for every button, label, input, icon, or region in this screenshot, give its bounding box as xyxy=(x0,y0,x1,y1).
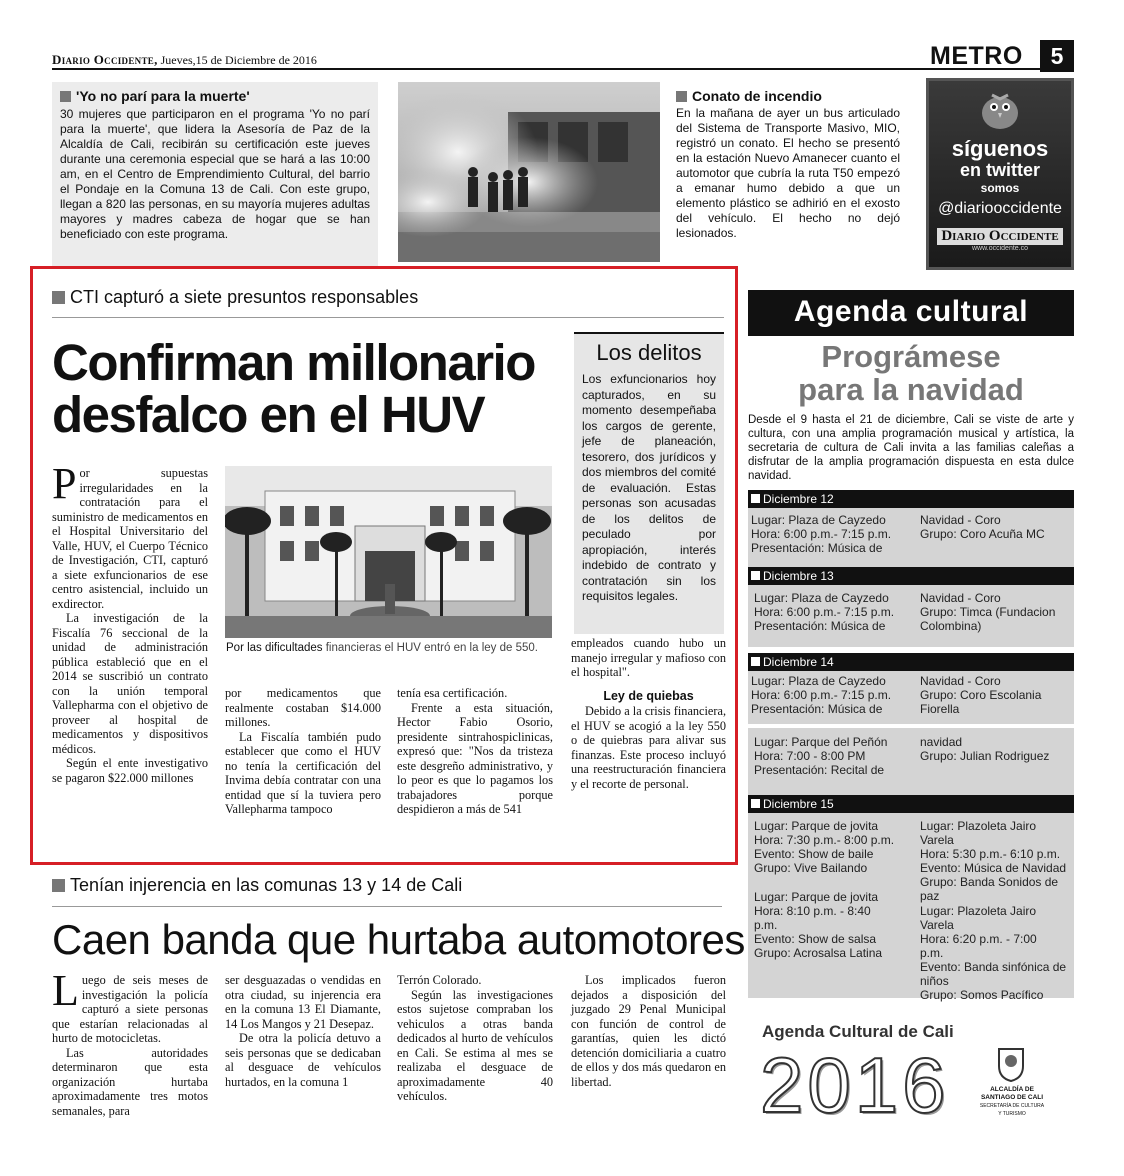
bus-fire-illustration xyxy=(398,82,660,262)
cali-logo-title: Agenda Cultural de Cali xyxy=(762,1022,954,1041)
event: Navidad - Coro Grupo: Timca (Fundacion Colombina) xyxy=(920,591,1056,633)
event: Lugar: Parque del Peñón Hora: 7:00 - 8:00 PM Presentación: Recital de xyxy=(754,735,888,777)
bullet-icon xyxy=(52,879,65,892)
twitter-logo: Diario Occidente xyxy=(937,228,1062,245)
masthead-date: Jueves,15 de Diciembre de 2016 xyxy=(160,53,317,67)
event: navidad Grupo: Julian Rodriguez xyxy=(920,735,1050,763)
bullet-icon xyxy=(751,494,760,503)
huv-photo-caption: Por las dificultades financieras el HUV entró en la ley de 550. xyxy=(226,642,538,654)
subhead-ley-quiebas: Ley de quiebas xyxy=(603,688,694,703)
twitter-handle: @diariooccidente xyxy=(938,200,1062,217)
event: Navidad - Coro Grupo: Coro Acuña MC xyxy=(920,513,1045,541)
day-box xyxy=(748,813,1074,1002)
agenda-day-12 xyxy=(748,490,1074,570)
cali-logo-year: 2016 xyxy=(760,1041,950,1129)
bullet-icon xyxy=(52,291,65,304)
story2-col-4: Los implicados fueron dejados a disposición del juzgado 29 Penal Municipal con función de control de garantías, quien les dictó detención domiciliaria a cuatro de ellos y dos más quedaron en libertad. xyxy=(571,973,726,1089)
day-box xyxy=(748,671,1074,797)
day-bar: Diciembre 13 xyxy=(748,567,1074,585)
story2-rule xyxy=(52,906,722,907)
brief-left xyxy=(52,82,378,266)
sidebar-title: Los delitos xyxy=(574,332,724,366)
bullet-icon xyxy=(751,799,760,808)
main-col-4: empleados cuando hubo un manejo irregular y mafioso con el hospital". Ley de quiebas Debido a la crisis financiera, el HUV se acogió a la ley 550 o de quiebras para alivar sus finanzas. Este proceso incluyó una reestructuración financiera y el recorte de personal. xyxy=(571,636,727,791)
event: Navidad - Coro Grupo: Coro Escolania Fiorella xyxy=(920,674,1042,716)
event: Lugar: Plazoleta Jairo Varela Hora: 6:20 p.m. - 7:00 p.m. Evento: Banda sinfónica de niños Grupo: Somos Pacífico xyxy=(920,904,1067,1002)
sidebar-delitos xyxy=(574,332,724,634)
story2-col-3: Terrón Colorado. Según las investigaciones estos sujetose compraban los vehiculos a otras banda dedicados al hurto de vehículos en Cali. Se estima al mes se realizaba el desguace de aproximadamente 40 vehículos. xyxy=(397,973,553,1103)
brief-right-body: En la mañana de ayer un bus articulado del Sistema de Transporte Masivo, MIO, registró un conato. El hecho se presentó en la estación Nuevo Amanecer cuanto el automotor que cubría la ruta T50 empezó a emanar humo debido a que un elemento plástico se adhirió en el exosto del vehículo. El hecho no dejó lesionados. xyxy=(676,106,900,240)
main-col-3: tenía esa certificación. Frente a esta situación, Hector Fabio Osorio, presidente sintrahospiclinicas, expresó que: "Nos da tristeza este desgreño administrativo, y lo peor es que lo pagamos los trabajadores porque despidieron a más de 541 xyxy=(397,686,553,816)
huv-photo xyxy=(225,466,552,638)
day-box xyxy=(748,508,1074,570)
bullet-icon xyxy=(676,91,687,102)
twitter-line2: en twitter xyxy=(959,160,1040,180)
event: Lugar: Parque de jovita Hora: 7:30 p.m.- 8:00 p.m. Evento: Show de baile Grupo: Vive Bailando xyxy=(754,819,895,875)
day-bar: Diciembre 15 xyxy=(748,795,1074,813)
main-col-1: Por supuestas irregularidades en la contratación para el suministro de medicamentos en el Hospital Universitario del Valle, HUV, el Cuerpo Técnico de Investigación, CTI, capturó a siete exfuncionarios de ese centro asistencial, incluido un exdirector. La investigación de la Fiscalía 76 seccional de la unidad de administración pública estableció que en el 2014 se suscribió un contrato con la unión temporal Vallepharma con el objetivo de proveer al hospital de medicamentos y dispositivos médicos. Según el ente investigativo se pagaron $22.000 millones xyxy=(52,459,208,785)
agenda-title: Agenda cultural xyxy=(748,290,1074,336)
main-kicker: CTI capturó a siete presuntos responsables xyxy=(52,287,418,308)
agenda-day-14 xyxy=(748,653,1074,797)
event: Lugar: Plaza de Cayzedo Hora: 6:00 p.m.- 7:15 p.m. Presentación: Música de xyxy=(751,674,892,716)
event: Lugar: Parque de jovita Hora: 8:10 p.m. - 8:40 p.m. Evento: Show de salsa Grupo: Acrosalsa Latina xyxy=(754,890,883,960)
agenda-cali-logo xyxy=(760,1018,1070,1148)
header-rule xyxy=(52,68,1072,70)
hospital-illustration xyxy=(225,466,552,638)
twitter-line3: somos xyxy=(980,181,1020,195)
agenda-day-15 xyxy=(748,795,1074,1002)
day-box xyxy=(748,585,1074,647)
cali-seal-text: ALCALDÍA DE SANTIAGO DE CALI SECRETARÍA DE CULTURA Y TURISMO xyxy=(979,1086,1045,1117)
dropcap: P xyxy=(52,459,77,508)
brief-left-title: 'Yo no parí para la muerte' xyxy=(60,88,370,104)
page-number: 5 xyxy=(1040,40,1074,72)
event: Lugar: Plazoleta Jairo Varela Hora: 5:30 p.m.- 6:10 p.m. Evento: Música de Navidad Grupo: Banda Sonidos de paz xyxy=(920,819,1067,903)
sidebar-body: Los exfuncionarios hoy capturados, en su momento desempeñaba los cargos de gerente, jefe de planeación, tesorero, dos jurídicos y dos miembros del comité de evaluación. Estas personas son acusadas de los delitos de peculado por apropiación, interés indebido de contrato y contratación sin los requisitos legales. xyxy=(582,372,716,603)
bus-fire-photo xyxy=(398,82,660,262)
story2-headline: Caen banda que hurtaba automotores xyxy=(52,916,745,963)
agenda-intro: Desde el 9 hasta el 21 de diciembre, Cali se viste de arte y cultura, con una amplia programación musical y artística, la secretaria de cultura de Cali invita a las familias caleñas a disfrutar de la amplia programación dispuesta en esta dulce navidad. xyxy=(748,414,1074,482)
twitter-url: www.occidente.co xyxy=(971,245,1029,252)
masthead xyxy=(52,52,317,68)
bullet-icon xyxy=(751,571,760,580)
bird-icon xyxy=(970,87,1030,133)
day-divider xyxy=(748,724,1074,728)
cali-seal-icon xyxy=(996,1046,1026,1082)
brief-right xyxy=(676,88,900,241)
day-bar: Diciembre 14 xyxy=(748,653,1074,671)
agenda-day-13 xyxy=(748,567,1074,647)
twitter-line1: síguenos xyxy=(951,136,1049,161)
story2-col-2: ser desguazadas o vendidas en otra ciudad, su injerencia era en la comuna 13 El Diamante, 14 Los Mangos y 21 Desepaz. De otra la policía detuvo a seis personas que se dedicaban al desguace de vehículos hurtados, en la comuna 1 xyxy=(225,973,381,1089)
brief-right-title: Conato de incendio xyxy=(676,88,900,104)
bullet-icon xyxy=(751,657,760,666)
twitter-ad xyxy=(926,78,1074,270)
section-name: METRO xyxy=(930,42,1023,70)
main-headline: Confirman millonario desfalco en el HUV xyxy=(52,334,535,443)
masthead-title: Diario Occidente, xyxy=(52,52,158,67)
brief-left-body: 30 mujeres que participaron en el programa 'Yo no parí para la muerte', que lidera la Asesoría de Paz de la Alcaldía de Cali, recibirán su certificación este jueves durante una ceremonia especial que se hará a las 10:00 am, en el Centro de Emprendimiento Cultural, del barrio el Pondaje en la Comuna 13 de Cali. Con este grupo, llegan a 820 las personas, en su mayoría mujeres adultas mayores y madres cabeza de hogar que se han beneficiado con este programa. xyxy=(60,107,370,241)
story2-col-1: Luego de seis meses de investigación la policía capturó a siete personas que estarían relacionadas al hurto de motocicletas. Las autoridades determinaron que esta organización hurtaba aproximadamente tres motos semanales, para xyxy=(52,966,208,1118)
event: Lugar: Plaza de Cayzedo Hora: 6:00 p.m.- 7:15 p.m. Presentación: Música de xyxy=(751,513,892,555)
day-bar: Diciembre 12 xyxy=(748,490,1074,508)
event: Lugar: Plaza de Cayzedo Hora: 6:00 p.m.- 7:15 p.m. Presentación: Música de xyxy=(754,591,895,633)
agenda-subtitle: Prográmese para la navidad xyxy=(798,339,1024,407)
story2-kicker: Tenían injerencia en las comunas 13 y 14 de Cali xyxy=(52,875,462,896)
bullet-icon xyxy=(60,91,71,102)
dropcap: L xyxy=(52,966,79,1015)
main-kicker-rule xyxy=(52,317,724,318)
main-col-2: por medicamentos que realmente costaban $14.000 millones. La Fiscalía también pudo establecer que como el HUV no tenía la certificación del Invima debía contratar con una entidad que sí la tuviera pero Vallepharma tampoco xyxy=(225,686,381,816)
